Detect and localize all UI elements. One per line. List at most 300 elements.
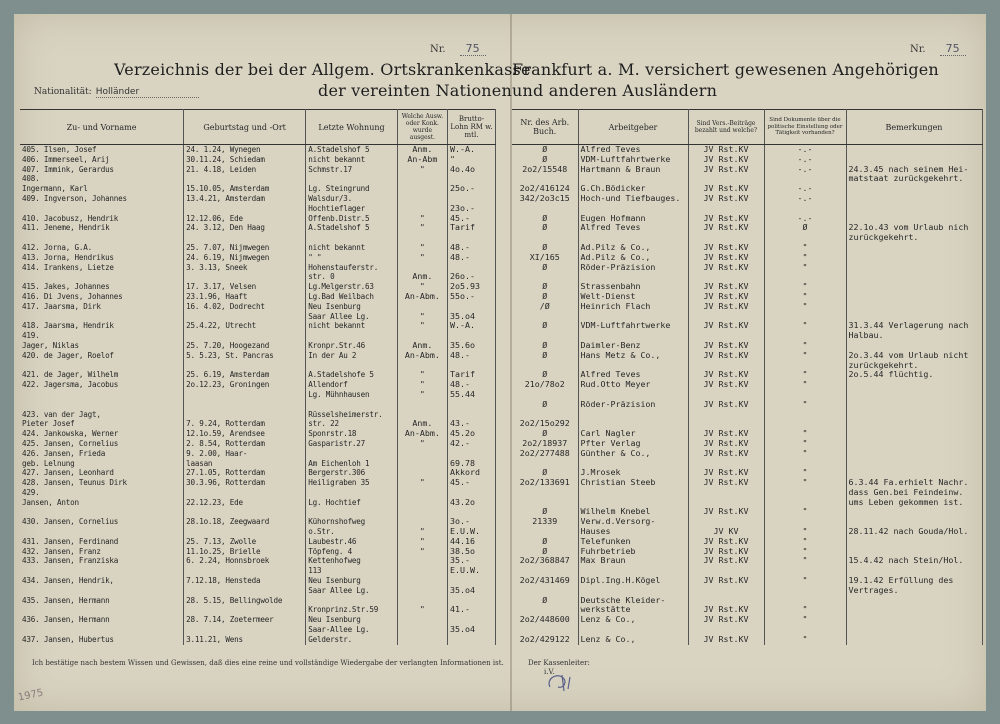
cell-arb xyxy=(512,566,578,576)
cell-docs xyxy=(764,625,846,635)
table-row xyxy=(20,253,496,263)
cell-remark xyxy=(846,547,982,557)
table-row xyxy=(20,390,496,400)
cell-name: 437. Jansen, Hubertus xyxy=(20,635,184,645)
table-row xyxy=(20,233,496,243)
cell-arb: Ø xyxy=(512,282,578,292)
cell-birth xyxy=(184,272,306,282)
cell-remark xyxy=(846,341,982,351)
cell-arb: Ø xyxy=(512,507,578,517)
table-row xyxy=(512,253,982,263)
cell-arb xyxy=(512,527,578,537)
cell-docs xyxy=(764,390,846,400)
cell-name xyxy=(20,233,184,243)
cell-wage: E.U.W. xyxy=(447,527,495,537)
cell-docs: " xyxy=(764,321,846,331)
cell-remark xyxy=(846,615,982,625)
cell-wage: 41.- xyxy=(447,605,495,615)
page-number-label: Nr. xyxy=(910,44,926,55)
cell-remark: zurückgekehrt. xyxy=(846,233,982,243)
cell-contrib: JV Rst.KV xyxy=(688,341,764,351)
cell-employer: Röder-Präzision xyxy=(578,400,688,410)
table-row xyxy=(512,507,982,517)
cell-birth: 30.11.24, Schiedam xyxy=(184,155,306,165)
table-row xyxy=(20,410,496,420)
cell-wage: 45.- xyxy=(447,478,495,488)
cell-contrib xyxy=(688,174,764,184)
cell-address: Lg. Mühnhausen xyxy=(306,390,398,400)
table-row xyxy=(20,145,496,155)
cell-birth xyxy=(184,174,306,184)
cell-name xyxy=(20,605,184,615)
cell-name: 423. van der Jagt, xyxy=(20,410,184,420)
cell-docs xyxy=(764,566,846,576)
cell-reason: " xyxy=(397,547,447,557)
cell-wage: 42.- xyxy=(447,439,495,449)
cell-docs: " xyxy=(764,547,846,557)
cell-arb: Ø xyxy=(512,145,578,155)
cell-address xyxy=(306,488,398,498)
cell-wage xyxy=(447,449,495,459)
cell-employer: Carl Nagler xyxy=(578,429,688,439)
table-row xyxy=(20,380,496,390)
cell-reason: " xyxy=(397,605,447,615)
cell-contrib xyxy=(688,459,764,469)
cell-address: In der Au 2 xyxy=(306,351,398,361)
table-row xyxy=(512,174,982,184)
cell-arb: 2o2/448600 xyxy=(512,615,578,625)
table-row xyxy=(20,459,496,469)
page-number-right xyxy=(910,42,966,55)
cell-remark: ums Leben gekommen ist. xyxy=(846,498,982,508)
cell-docs: -.- xyxy=(764,214,846,224)
cell-address xyxy=(306,361,398,371)
cell-name: 433. Jansen, Franziska xyxy=(20,556,184,566)
cell-contrib xyxy=(688,586,764,596)
col-contrib-header: Sind Vers.-Beiträge bezahlt und welche? xyxy=(688,110,764,145)
cell-wage xyxy=(447,635,495,645)
cell-birth: 25. 7.20, Hoogezand xyxy=(184,341,306,351)
cell-name: 415. Jakes, Johannes xyxy=(20,282,184,292)
cell-employer: Verw.d.Versorg- xyxy=(578,517,688,527)
cell-employer xyxy=(578,498,688,508)
cell-docs xyxy=(764,272,846,282)
cell-birth xyxy=(184,625,306,635)
cell-employer: Heinrich Flach xyxy=(578,302,688,312)
cell-docs: " xyxy=(764,282,846,292)
table-row xyxy=(20,400,496,410)
cell-reason xyxy=(397,488,447,498)
cell-reason: " xyxy=(397,478,447,488)
cell-arb: 2o2/18937 xyxy=(512,439,578,449)
cell-birth xyxy=(184,527,306,537)
cell-contrib xyxy=(688,312,764,322)
nationality-value: Holländer xyxy=(96,87,199,98)
nationality xyxy=(34,87,199,97)
cell-name xyxy=(20,204,184,214)
table-row xyxy=(20,155,496,165)
cell-address: Lg.Bad Weilbach xyxy=(306,292,398,302)
cell-docs: " xyxy=(764,605,846,615)
cell-contrib: JV Rst.KV xyxy=(688,243,764,253)
cell-reason xyxy=(397,302,447,312)
cell-docs xyxy=(764,488,846,498)
cell-employer xyxy=(578,566,688,576)
cell-address xyxy=(306,331,398,341)
cell-name: Jager, Niklas xyxy=(20,341,184,351)
cell-docs: " xyxy=(764,507,846,517)
cell-docs: " xyxy=(764,527,846,537)
cell-arb: Ø xyxy=(512,263,578,273)
cell-arb: 2o2/15o292 xyxy=(512,419,578,429)
cell-contrib: JV Rst.KV xyxy=(688,380,764,390)
cell-reason xyxy=(397,459,447,469)
cell-wage: 3o.- xyxy=(447,517,495,527)
cell-address: Allendorf xyxy=(306,380,398,390)
cell-employer: Max Braun xyxy=(578,556,688,566)
cell-reason: " xyxy=(397,312,447,322)
cell-docs xyxy=(764,174,846,184)
cell-remark xyxy=(846,410,982,420)
cell-name: 426. Jansen, Frieda xyxy=(20,449,184,459)
table-row xyxy=(512,390,982,400)
cell-birth xyxy=(184,400,306,410)
cell-arb xyxy=(512,312,578,322)
cell-docs: " xyxy=(764,478,846,488)
cell-birth: 28. 5.15, Bellingwolde xyxy=(184,596,306,606)
cell-arb: Ø xyxy=(512,214,578,224)
cell-contrib: JV Rst.KV xyxy=(688,576,764,586)
table-row xyxy=(512,527,982,537)
cell-employer: G.Ch.Bödicker xyxy=(578,184,688,194)
cell-docs xyxy=(764,596,846,606)
cell-arb: Ø xyxy=(512,400,578,410)
cell-employer: Eugen Hofmann xyxy=(578,214,688,224)
cell-wage: E.U.W. xyxy=(447,566,495,576)
cell-wage: 38.5o xyxy=(447,547,495,557)
cell-address: Schmstr.17 xyxy=(306,165,398,175)
table-row xyxy=(20,282,496,292)
cell-arb xyxy=(512,459,578,469)
cell-arb: Ø xyxy=(512,155,578,165)
cell-docs: -.- xyxy=(764,184,846,194)
table-row xyxy=(512,155,982,165)
table-row xyxy=(20,341,496,351)
cell-docs: " xyxy=(764,556,846,566)
cell-remark xyxy=(846,243,982,253)
cell-docs xyxy=(764,419,846,429)
cell-address: A.Stadelshofe 5 xyxy=(306,370,398,380)
table-row xyxy=(20,361,496,371)
cell-wage: 48.- xyxy=(447,380,495,390)
cell-name: 416. Di Jvens, Johannes xyxy=(20,292,184,302)
cell-reason: " xyxy=(397,380,447,390)
table-row xyxy=(20,468,496,478)
table-row xyxy=(20,439,496,449)
table-row xyxy=(20,488,496,498)
cell-birth: 24. 3.12, Den Haag xyxy=(184,223,306,233)
cell-name: 421. de Jager, Wilhelm xyxy=(20,370,184,380)
cell-birth: 21. 4.18, Leiden xyxy=(184,165,306,175)
cell-contrib: JV Rst.KV xyxy=(688,292,764,302)
cell-contrib xyxy=(688,498,764,508)
cell-reason: An-Abm. xyxy=(397,351,447,361)
cell-contrib xyxy=(688,488,764,498)
cell-docs: " xyxy=(764,576,846,586)
cell-employer: Pfter Verlag xyxy=(578,439,688,449)
table-row xyxy=(512,341,982,351)
page-number-left xyxy=(430,42,486,55)
table-row xyxy=(20,498,496,508)
cell-employer xyxy=(578,331,688,341)
cell-name: 425. Jansen, Cornelius xyxy=(20,439,184,449)
cell-contrib: JV Rst.KV xyxy=(688,155,764,165)
table-row xyxy=(512,566,982,576)
table-row xyxy=(512,214,982,224)
cell-reason: Anm. xyxy=(397,145,447,155)
cell-birth: 25. 6.19, Amsterdam xyxy=(184,370,306,380)
cell-name: 418. Jaarsma, Hendrik xyxy=(20,321,184,331)
cell-wage: W.-A. xyxy=(447,321,495,331)
table-row xyxy=(512,517,982,527)
cell-employer: Hauses xyxy=(578,527,688,537)
cell-wage: 43.2o xyxy=(447,498,495,508)
cell-address: Bergerstr.306 xyxy=(306,468,398,478)
cell-docs: " xyxy=(764,380,846,390)
cell-name: 434. Jansen, Hendrik, xyxy=(20,576,184,586)
cell-name: 417. Jaarsma, Dirk xyxy=(20,302,184,312)
cell-arb: Ø xyxy=(512,468,578,478)
cell-employer: Röder-Präzision xyxy=(578,263,688,273)
cell-remark xyxy=(846,400,982,410)
cell-employer xyxy=(578,488,688,498)
cell-address: Töpfeng. 4 xyxy=(306,547,398,557)
cell-employer xyxy=(578,204,688,214)
cell-name: Jansen, Anton xyxy=(20,498,184,508)
cell-wage: 48.- xyxy=(447,253,495,263)
cell-address xyxy=(306,449,398,459)
cell-name: 427. Jansen, Leonhard xyxy=(20,468,184,478)
cell-birth: 12.1o.59, Arendsee xyxy=(184,429,306,439)
table-row xyxy=(512,331,982,341)
cell-name: 422. Jagersma, Jacobus xyxy=(20,380,184,390)
cell-wage xyxy=(447,576,495,586)
table-row xyxy=(20,635,496,645)
cell-birth xyxy=(184,390,306,400)
cell-remark: 22.1o.43 vom Urlaub nich xyxy=(846,223,982,233)
cell-arb: 2o2/277488 xyxy=(512,449,578,459)
cell-contrib xyxy=(688,204,764,214)
cell-wage: Tarif xyxy=(447,223,495,233)
cell-address: Kühornshofweg xyxy=(306,517,398,527)
cell-arb: Ø xyxy=(512,547,578,557)
cell-employer xyxy=(578,174,688,184)
cell-name: 406. Immerseel, Arij xyxy=(20,155,184,165)
cell-name: 419. xyxy=(20,331,184,341)
cell-birth: 3.11.21, Wens xyxy=(184,635,306,645)
table-row xyxy=(512,498,982,508)
cell-contrib xyxy=(688,517,764,527)
cell-contrib: JV Rst.KV xyxy=(688,282,764,292)
register-table-right xyxy=(512,109,983,645)
cell-address: Heiligraben 35 xyxy=(306,478,398,488)
cell-wage: " xyxy=(447,155,495,165)
cell-reason xyxy=(397,468,447,478)
cell-employer: Christian Steeb xyxy=(578,478,688,488)
cell-birth xyxy=(184,605,306,615)
cell-remark: matstaat zurückgekehrt. xyxy=(846,174,982,184)
cell-wage: 55o.- xyxy=(447,292,495,302)
cell-employer xyxy=(578,361,688,371)
cell-employer xyxy=(578,459,688,469)
cell-employer: Ad.Pilz & Co., xyxy=(578,253,688,263)
cell-address: nicht bekannt xyxy=(306,243,398,253)
cell-birth: 27.1.05, Rotterdam xyxy=(184,468,306,478)
cell-address: Laubestr.46 xyxy=(306,537,398,547)
cell-wage: Tarif xyxy=(447,370,495,380)
cell-wage: 48.- xyxy=(447,243,495,253)
cell-arb: Ø xyxy=(512,321,578,331)
table-row xyxy=(20,507,496,517)
cell-employer xyxy=(578,625,688,635)
table-row xyxy=(512,488,982,498)
cell-contrib: JV Rst.KV xyxy=(688,214,764,224)
page-number-value: 75 xyxy=(460,42,486,56)
cell-birth: 13.4.21, Amsterdam xyxy=(184,194,306,204)
cell-arb xyxy=(512,174,578,184)
cell-name: 409. Ingverson, Johannes xyxy=(20,194,184,204)
cell-employer: Alfred Teves xyxy=(578,370,688,380)
cell-address: Saar Allee Lg. xyxy=(306,586,398,596)
cell-contrib: JV Rst.KV xyxy=(688,400,764,410)
cell-name xyxy=(20,507,184,517)
cell-reason xyxy=(397,410,447,420)
cell-name xyxy=(20,566,184,576)
cell-docs xyxy=(764,586,846,596)
cell-reason: " xyxy=(397,390,447,400)
cell-wage xyxy=(447,302,495,312)
cell-reason xyxy=(397,184,447,194)
cell-wage: 26o.- xyxy=(447,272,495,282)
col-documents-header: Sind Dokumente über die politische Einstellung oder Tätigkeit vorhanden? xyxy=(764,110,846,145)
cell-wage: W.-A. xyxy=(447,145,495,155)
table-row xyxy=(20,321,496,331)
cell-remark xyxy=(846,390,982,400)
cell-reason: An-Abm. xyxy=(397,292,447,302)
cell-remark: 15.4.42 nach Stein/Hol. xyxy=(846,556,982,566)
cell-wage: 2o5.93 xyxy=(447,282,495,292)
cell-birth: 9. 2.00, Haar- xyxy=(184,449,306,459)
cell-birth: 28.1o.18, Zeegwaard xyxy=(184,517,306,527)
cell-address: Hochtieflager xyxy=(306,204,398,214)
cell-employer: Dipl.Ing.H.Kögel xyxy=(578,576,688,586)
cell-name xyxy=(20,390,184,400)
cell-contrib xyxy=(688,625,764,635)
table-row xyxy=(512,233,982,243)
table-row xyxy=(512,194,982,204)
cell-arb: 2o2/429122 xyxy=(512,635,578,645)
cell-wage xyxy=(447,263,495,273)
cell-birth xyxy=(184,204,306,214)
table-row xyxy=(20,331,496,341)
cell-arb xyxy=(512,390,578,400)
table-row xyxy=(512,145,982,155)
cell-reason: " xyxy=(397,537,447,547)
cell-reason xyxy=(397,556,447,566)
table-row xyxy=(20,194,496,204)
cell-arb: 21o/78o2 xyxy=(512,380,578,390)
cell-reason: " xyxy=(397,223,447,233)
cell-remark: 19.1.42 Erfüllung des xyxy=(846,576,982,586)
cell-remark xyxy=(846,419,982,429)
cell-contrib: JV KV xyxy=(688,527,764,537)
table-row xyxy=(512,292,982,302)
cell-employer: VDM-Luftfahrtwerke xyxy=(578,321,688,331)
cell-reason: " xyxy=(397,243,447,253)
cell-contrib: JV Rst.KV xyxy=(688,615,764,625)
cell-address: Kronpr.Str.46 xyxy=(306,341,398,351)
cell-wage xyxy=(447,331,495,341)
cell-remark: 6.3.44 Fa.erhielt Nachr. xyxy=(846,478,982,488)
table-header-row xyxy=(20,110,496,145)
cell-remark: zurückgekehrt. xyxy=(846,361,982,371)
cell-contrib: JV Rst.KV xyxy=(688,478,764,488)
cell-birth: 30.3.96, Rotterdam xyxy=(184,478,306,488)
cell-reason: " xyxy=(397,370,447,380)
table-row xyxy=(512,429,982,439)
cell-birth: 7. 9.24, Rotterdam xyxy=(184,419,306,429)
cell-wage xyxy=(447,596,495,606)
cell-arb: Ø xyxy=(512,370,578,380)
cell-wage: 48.- xyxy=(447,351,495,361)
cell-employer: Günther & Co., xyxy=(578,449,688,459)
table-row xyxy=(20,292,496,302)
table-row xyxy=(512,165,982,175)
table-row xyxy=(20,351,496,361)
cell-remark xyxy=(846,439,982,449)
table-row xyxy=(512,478,982,488)
cell-docs: " xyxy=(764,635,846,645)
cell-address: Lg. Steingrund xyxy=(306,184,398,194)
table-row xyxy=(20,478,496,488)
cell-reason: Anm. xyxy=(397,272,447,282)
cell-employer: Hartmann & Braun xyxy=(578,165,688,175)
cell-name: 412. Jorna, G.A. xyxy=(20,243,184,253)
cell-birth xyxy=(184,410,306,420)
cell-wage: 35.o4 xyxy=(447,586,495,596)
cell-name: 408. xyxy=(20,174,184,184)
document-sheet xyxy=(14,14,986,711)
cell-reason xyxy=(397,596,447,606)
table-row xyxy=(512,449,982,459)
cell-name: 407. Immink, Gerardus xyxy=(20,165,184,175)
cell-remark xyxy=(846,449,982,459)
cell-contrib: JV Rst.KV xyxy=(688,302,764,312)
cell-birth: 12.12.06, Ede xyxy=(184,214,306,224)
cell-contrib: JV Rst.KV xyxy=(688,537,764,547)
register-table-left xyxy=(20,109,496,645)
cell-birth xyxy=(184,312,306,322)
cell-address: Kettenhofweg xyxy=(306,556,398,566)
cell-remark xyxy=(846,253,982,263)
cell-address: Lg. Hochtief xyxy=(306,498,398,508)
cell-reason xyxy=(397,576,447,586)
table-row xyxy=(20,370,496,380)
cell-arb xyxy=(512,586,578,596)
table-row xyxy=(20,272,496,282)
table-row xyxy=(512,410,982,420)
cell-reason xyxy=(397,174,447,184)
